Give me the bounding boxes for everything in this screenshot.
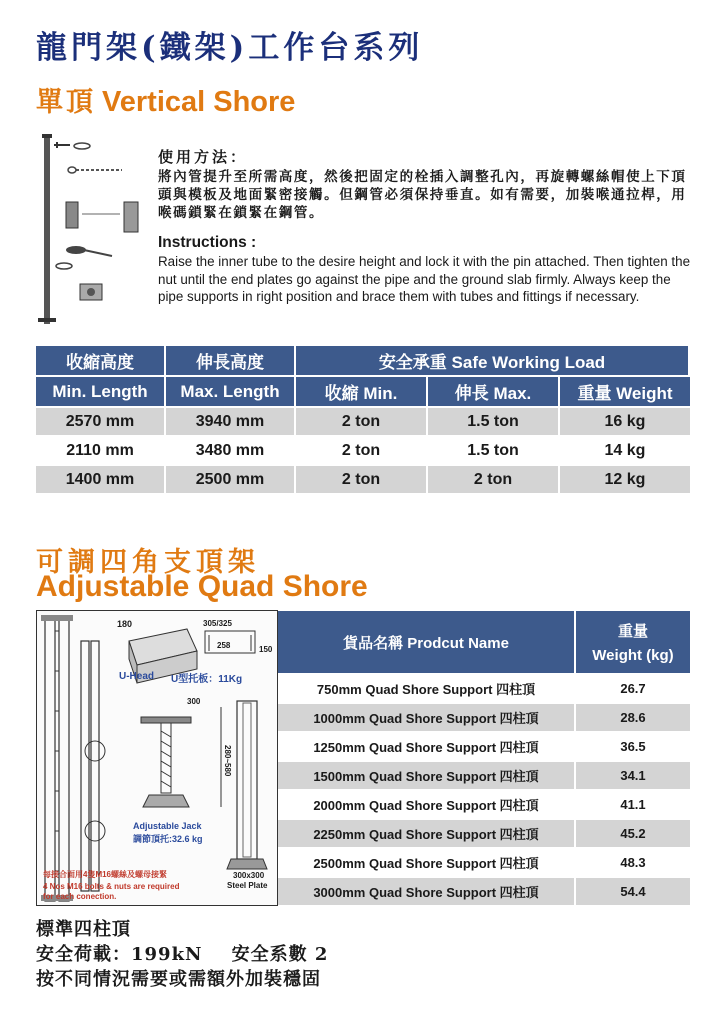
cell-swl-max: 1.5 ton [428, 437, 560, 466]
vertical-shore-title-zh: 單頂 [36, 87, 96, 118]
bolts-note-en-2: for each conection. [43, 892, 117, 901]
footer-notes [36, 917, 328, 992]
cell-weight: 28.6 [576, 704, 690, 733]
cell-product-name: 1000mm Quad Shore Support 四柱頂 [278, 704, 576, 733]
dim-180: 180 [117, 619, 133, 629]
adjustable-jack-weight: 調節頂托:32.6 kg [133, 834, 203, 844]
cell-product-name: 3000mm Quad Shore Support 四柱頂 [278, 878, 576, 907]
quad-shore-title-zh: 可調四角支頂架 [36, 547, 260, 578]
u-head-weight: U型托板：11Kg [171, 674, 243, 685]
table-row [278, 820, 690, 849]
footer-line-3: 按不同情況需要或需額外加裝穩固 [36, 969, 321, 990]
quad-shore-title-en: Adjustable Quad Shore [36, 570, 368, 603]
dim-305-325: 305/325 [203, 619, 232, 628]
adjustable-jack-label: Adjustable Jack [133, 821, 202, 831]
col-min-length-en: Min. Length [36, 377, 166, 408]
vertical-shore-illustration [36, 132, 148, 328]
table-row [36, 408, 690, 437]
col-max-length-en: Max. Length [166, 377, 296, 408]
quad-shore-diagram [36, 610, 278, 906]
col-product-name: 貨品名稱 Prodcut Name [278, 611, 576, 675]
cell-weight: 26.7 [576, 675, 690, 704]
table-row [278, 704, 690, 733]
usage-text: 將內管提升至所需高度，然後把固定的栓插入調整孔內，再旋轉螺絲帽使上下頂頭與模板及地面緊密接觸。但鋼管必須保持垂直。如有需要，加裝喉通拉桿，用喉碼鎖緊在鎖緊在鋼管。 [158, 169, 687, 221]
cell-product-name: 2500mm Quad Shore Support 四柱頂 [278, 849, 576, 878]
cell-weight: 12 kg [560, 466, 690, 495]
vertical-shore-title-en: Vertical Shore [102, 86, 296, 118]
cell-product-name: 2250mm Quad Shore Support 四柱頂 [278, 820, 576, 849]
cell-weight: 41.1 [576, 791, 690, 820]
table-row [36, 437, 690, 466]
footer-line-1: 標準四柱頂 [36, 919, 131, 940]
cell-weight: 48.3 [576, 849, 690, 878]
cell-swl-min: 2 ton [296, 437, 428, 466]
u-head-label: U-Head [119, 671, 155, 682]
cell-weight: 14 kg [560, 437, 690, 466]
col-safe-working-load: 安全承重 Safe Working Load [296, 346, 690, 377]
cell-min-length: 1400 mm [36, 466, 166, 495]
cell-weight: 16 kg [560, 408, 690, 437]
table-row [278, 878, 690, 907]
col-swl-max: 伸長 Max. [428, 377, 560, 408]
instructions-text: Raise the inner tube to the desire height and lock it with the pin attached. Then tighten the nut until the end plates go against the pipe and the ground slab firmly. Always keep the pipe supports in right position and brace them with tubes and fittings if necessary. [158, 254, 691, 304]
cell-product-name: 2000mm Quad Shore Support 四柱頂 [278, 791, 576, 820]
cell-product-name: 750mm Quad Shore Support 四柱頂 [278, 675, 576, 704]
steel-plate-dim: 300x300 [233, 871, 265, 880]
col-weight-en: Weight (kg) [592, 647, 674, 664]
table-row [278, 733, 690, 762]
table-row [36, 466, 690, 495]
quad-shore-drawing [37, 611, 277, 905]
table-row [278, 762, 690, 791]
cell-min-length: 2570 mm [36, 408, 166, 437]
dim-300: 300 [187, 697, 201, 706]
footer-line-2: 安全荷載：199kN 安全系數 2 [36, 944, 329, 965]
col-weight-kg [576, 611, 690, 675]
table-row [278, 675, 690, 704]
cell-swl-max: 2 ton [428, 466, 560, 495]
col-weight-zh: 重量 [617, 623, 648, 640]
cell-weight: 45.2 [576, 820, 690, 849]
cell-weight: 36.5 [576, 733, 690, 762]
cell-swl-min: 2 ton [296, 408, 428, 437]
bolts-note-en-1: 4 Nos M16 bolts & nuts are required [43, 882, 180, 891]
bolts-note-zh: 每接合面用4隻M16螺絲及螺母接緊 [43, 870, 168, 879]
cell-max-length: 3480 mm [166, 437, 296, 466]
col-min-length-zh: 收縮高度 [36, 346, 166, 377]
vertical-shore-title [36, 80, 295, 119]
col-swl-min: 收縮 Min. [296, 377, 428, 408]
page-title: 龍門架(鐵架)工作台系列 [36, 30, 424, 66]
instructions-heading: Instructions : [158, 234, 257, 251]
cell-swl-min: 2 ton [296, 466, 428, 495]
cell-product-name: 1500mm Quad Shore Support 四柱頂 [278, 762, 576, 791]
quad-shore-table [278, 611, 690, 907]
dim-280-580: 280~580 [223, 745, 232, 777]
cell-min-length: 2110 mm [36, 437, 166, 466]
table-row [278, 791, 690, 820]
table-row [278, 849, 690, 878]
vertical-shore-table [36, 346, 690, 495]
cell-product-name: 1250mm Quad Shore Support 四柱頂 [278, 733, 576, 762]
cell-max-length: 3940 mm [166, 408, 296, 437]
cell-weight: 54.4 [576, 878, 690, 907]
dim-150: 150 [259, 645, 273, 654]
cell-max-length: 2500 mm [166, 466, 296, 495]
usage-heading: 使用方法： [158, 148, 249, 166]
col-max-length-zh: 伸長高度 [166, 346, 296, 377]
cell-swl-max: 1.5 ton [428, 408, 560, 437]
dim-258: 258 [217, 641, 231, 650]
steel-plate-label: Steel Plate [227, 881, 268, 890]
col-weight: 重量 Weight [560, 377, 690, 408]
cell-weight: 34.1 [576, 762, 690, 791]
